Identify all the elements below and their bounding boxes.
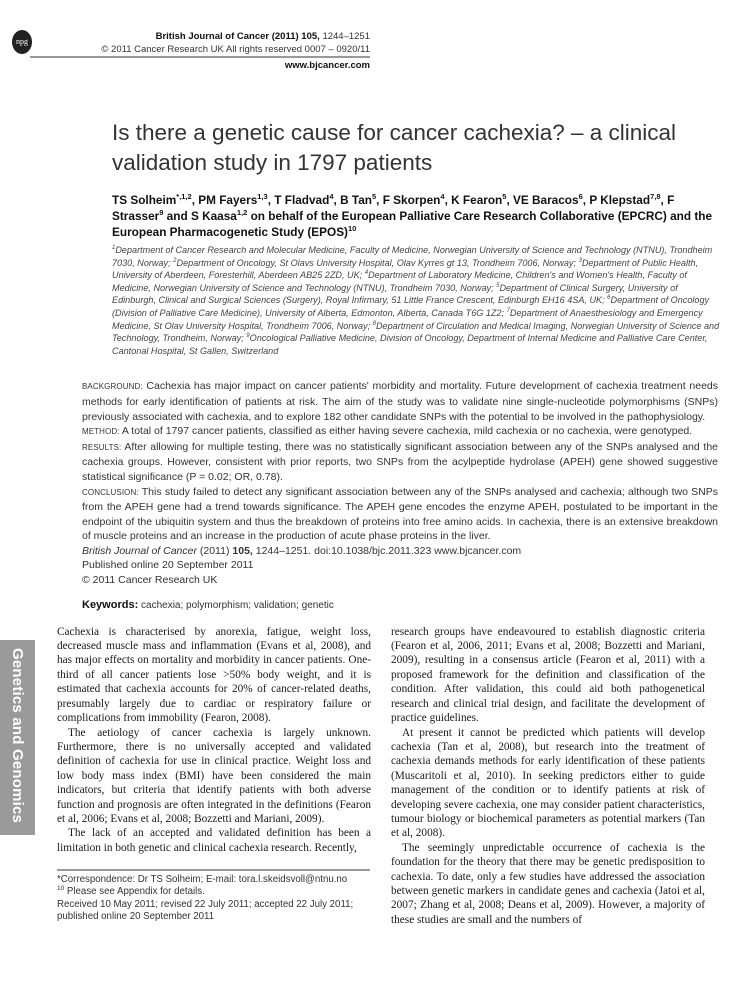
abstract	[82, 379, 718, 587]
author: B Tan$^5$,	[340, 192, 383, 207]
author-sup: 10	[348, 224, 357, 234]
author: PM Fayers$^{1,3}$,	[198, 192, 275, 207]
author: F Skorpen$^4$,	[382, 192, 452, 207]
author: VE Baracos$^6$,	[513, 192, 590, 207]
header-rule	[30, 56, 370, 58]
section-side-tab-label: Genetics and Genomics	[9, 648, 26, 824]
body-columns	[57, 625, 705, 928]
article-title: Is there a genetic cause for cancer cachexia? – a clinical validation study in 1797 patients	[112, 120, 677, 175]
affiliation: $^4$Department of Laboratory Medicine, Children's and Women's Health, Faculty of Medicine, Norwegian University of Science and Technology (NTNU), Trondheim 7030, Norway;	[112, 270, 687, 293]
affiliation: $^2$Department of Oncology, St Olavs University Hospital, Olav Kyrres gt 13, Trondheim 7006, Norway;	[173, 257, 579, 268]
paragraph: At present it cannot be predicted which patients will develop cachexia (Tan et al, 2008), but research into the treatment of cachexia demands methods for early identification of these patients (Muscaritoli et al, 2010). In seeking predictors either to guide management of the condition or to identify patients at risk of developing severe cachexia, one may consider patient characteristics, tumour biology or biochemical parameters as potential markers (Tan et al, 2008).	[391, 726, 705, 840]
journal-website-link[interactable]: www.bjcancer.com	[284, 60, 370, 71]
paragraph: The aetiology of cancer cachexia is largely unknown. Furthermore, there is no universally accepted and validated definition of cachexia for use in clinical practice. Weight loss and low body mass index (BMI) have been considered the main indicators, but criteria that identify patients with both adverse function and prognosis are often integrated in the definitions (Fearon et al, 2006; Evans et al, 2008; Bozzetti and Mariani, 2009).	[57, 726, 371, 825]
paragraph: Cachexia is characterised by anorexia, fatigue, weight loss, decreased muscle mass and inflammation (Evans et al, 2008), and has major effects on mortality and morbidity in cancer patients. One-third of all cancer patients lose >50% body weight, and it is estimated that cachexia accounts for 20% of cancer-related deaths, presumably largely due to cardiac or respiratory failure or complications from immobility (Fearon, 2008).	[57, 625, 371, 725]
header-copyright: © 2011 Cancer Research UK All rights reserved 0007 – 0920/11	[101, 44, 370, 55]
footnotes	[57, 874, 371, 924]
keywords: Keywords: cachexia; polymorphism; validation; genetic	[82, 598, 334, 611]
author-list	[112, 192, 727, 240]
appendix-note: $^{10}$ Please see Appendix for details.	[57, 885, 205, 898]
page-content	[0, 118, 750, 927]
affiliation: $^6$Department of Oncology (Division of Palliative Care Medicine), University of Alberta, Edmonton, Alberta, Canada T6G 1Z2;	[112, 295, 710, 318]
affiliation: $^9$Oncological Palliative Medicine, Division of Oncology, Department of Internal Medicine and Palliative Care Center, Cantonal Hospital, St Gallen, Switzerland	[112, 333, 708, 356]
journal-info	[101, 30, 370, 56]
correspondence: *Correspondence: Dr TS Solheim; E-mail: tora.l.skeidsvoll@ntnu.no	[57, 873, 348, 885]
journal-name: British Journal of Cancer (2011) 105,	[155, 31, 320, 42]
footnote-rule	[57, 869, 370, 871]
affiliation: $^5$Department of Clinical Surgery, University of Edinburgh, Clinical and Surgical Sciences (Surgery), Royal Infirmary, 51 Little France Crescent, Edinburgh EH16 4SA, UK;	[112, 282, 678, 306]
paragraph: The seemingly unpredictable occurrence of cachexia is the foundation for the theory that there may be genetic predisposition to cachexia. To date, only a few studies have addressed the association between genetic markers in candidate genes and cachexia (Jatoi et al, 2007; Zhang et al, 2008; Deans et al, 2009). However, a majority of these studies are small and the numbers of	[391, 841, 705, 926]
abstract-copyright: © 2011 Cancer Research UK	[82, 574, 218, 587]
paragraph: research groups have endeavoured to establish diagnostic criteria (Fearon et al, 2006, 2011; Evans et al, 2008; Bozzetti and Mariani, 2009), resulting in a consensus article (Fearon et al, 2011) with a proposed framework for the definition and classification of the condition. After validation, this could aid both pathogenetical research and clinical trial design, and facilitate the development of practice guidelines.	[391, 625, 705, 725]
author: TS Solheim$^{*,1,2}$,	[112, 192, 199, 207]
affiliation: $^1$Department of Cancer Research and Molecular Medicine, Faculty of Medicine, Norwegian University of Science and Technology (NTNU), Trondheim 7030, Norway;	[112, 244, 713, 268]
body-column-left	[57, 625, 371, 924]
body-column-right	[391, 625, 705, 928]
author: F Strasser$^9$ and	[112, 193, 675, 223]
author: P Klepstad$^{7,8}$,	[589, 192, 668, 207]
author: K Fearon$^5$,	[451, 192, 513, 207]
published-date: Published online 20 September 2011	[82, 559, 254, 572]
abstract-method: METHOD: A total of 1797 cancer patients, classified as either having severe cachexia, mild cachexia or no cachexia, were genotyped.	[82, 425, 693, 438]
author: S Kaasa$^{1,2}$ on behalf of the European Palliative Care Research Collaborative (EPCRC) and the European Pharmacogenetic Study (EPOS)	[112, 208, 713, 239]
npg-logo: npg	[12, 30, 32, 54]
paragraph: The lack of an accepted and validated definition has been a limitation in both genetic and clinical cachexia research. Recently,	[57, 827, 371, 854]
affiliation: $^3$Department of Public Health, University of Aberdeen, Foresterhill, Aberdeen AB25 2ZD, UK;	[112, 257, 699, 281]
affiliations	[112, 244, 722, 357]
abstract-background: BACKGROUND: Cachexia has major impact on cancer patients' morbidity and mortality. Future development of cachexia treatment needs methods for early identification of patients at risk. The aim of the study was to validate nine single-nucleotide polymorphisms (SNPs) previously associated with cachexia, and to explore 182 other candidate SNPs with the potential to be involved in the pathophysiology.	[82, 380, 718, 423]
page-range: 1244–1251	[322, 31, 370, 42]
abstract-conclusion: CONCLUSION: This study failed to detect any significant association between any of the SNPs analysed and cachexia; although two SNPs from the APEH gene had a trend towards significance. The APEH gene encodes the enzyme APEH, postulated to be important in the endpoint of the ubiquitin system and thus the breakdown of proteins into free amino acids. In cachexia, there is an extensive breakdown of muscle proteins and an increase in the production of acute phase proteins in the liver.	[82, 485, 718, 543]
affiliation: $^7$Department of Anaesthesiology and Emergency Medicine, St Olav University Hospital, Trondheim 7006, Norway;	[112, 307, 703, 331]
received-dates: Received 10 May 2011; revised 22 July 2011; accepted 22 July 2011; published online 20 September 2011	[57, 898, 354, 923]
author: T Fladvad$^4$,	[274, 192, 341, 207]
abstract-results: RESULTS: After allowing for multiple testing, there was no statistically significant association between any of the SNPs analysed and the cachexia groups. However, consistent with prior reports, two SNPs from the acylpeptide hydrolase (APEH) gene showed suggestive statistical significance (P = 0.02; OR, 0.78).	[82, 440, 718, 483]
citation: British Journal of Cancer (2011) 105, 1244–1251. doi:10.1038/bjc.2011.323 www.bjcancer.com	[82, 544, 522, 557]
affiliation: $^8$Department of Circulation and Medical Imaging, Norwegian University of Science and Technology, Trondheim, Norway;	[112, 320, 720, 344]
